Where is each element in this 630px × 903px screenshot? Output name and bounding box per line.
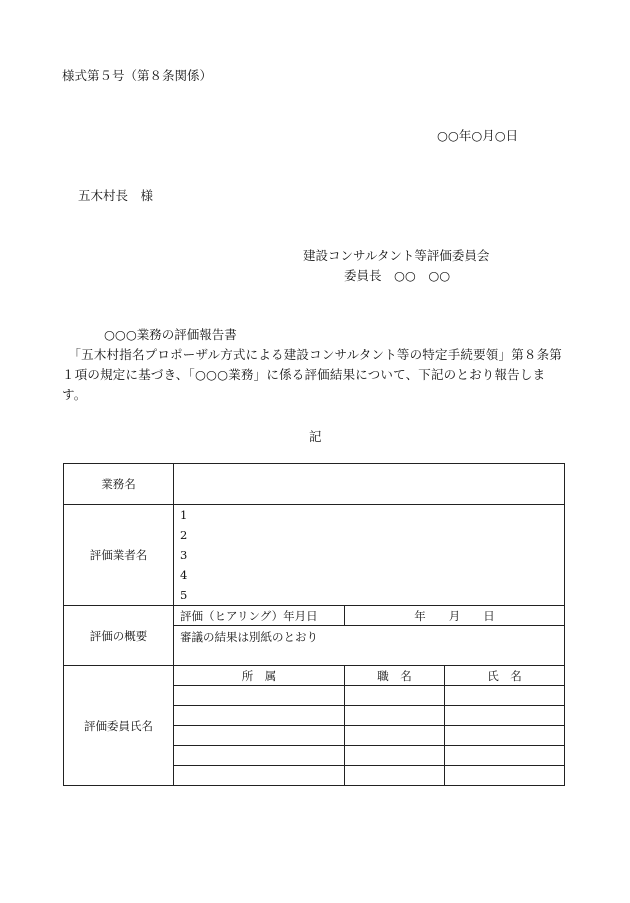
members-label: 評価委員氏名: [64, 666, 174, 786]
hearing-date-label: 評価（ヒアリング）年月日: [174, 606, 345, 626]
committee-chair: 委員長 ○○ ○○: [344, 268, 451, 283]
overview-label: 評価の概要: [64, 606, 174, 666]
company-number: 2: [180, 528, 188, 542]
form-number-label: 様式第５号（第８条関係）: [62, 68, 213, 83]
member-position: [345, 726, 445, 746]
company-number: 3: [180, 548, 188, 562]
overview-row: [64, 606, 565, 626]
position-header: 職 名: [345, 666, 445, 686]
business-name-row: [64, 464, 565, 505]
member-affiliation: [174, 686, 345, 706]
name-header: 氏 名: [445, 666, 565, 686]
ki-heading: 記: [309, 429, 322, 444]
report-date: ○○年○月○日: [437, 128, 519, 143]
member-affiliation: [174, 766, 345, 786]
member-position: [345, 746, 445, 766]
company-number: 4: [180, 568, 188, 582]
member-name: [445, 766, 565, 786]
affiliation-header: 所 属: [174, 666, 345, 686]
member-position: [345, 686, 445, 706]
member-affiliation: [174, 726, 345, 746]
evaluated-companies-label: 評価業者名: [64, 505, 174, 606]
hearing-date-value: 年 月 日: [345, 606, 565, 626]
deliberation-result: 審議の結果は別紙のとおり: [174, 626, 565, 666]
member-position: [345, 706, 445, 726]
committee-name: 建設コンサルタント等評価委員会: [303, 248, 490, 263]
member-name: [445, 726, 565, 746]
report-title: ○○○業務の評価報告書: [104, 327, 237, 342]
report-body: 「五木村指名プロポーザル方式による建設コンサルタント等の特定手続要領」第８条第１項の規定に基づき、「○○○業務」に係る評価結果について、下記のとおり報告します。: [62, 347, 563, 402]
evaluated-companies-list: [174, 505, 565, 606]
evaluated-companies-row: [64, 505, 565, 606]
member-name: [445, 686, 565, 706]
report-table: [63, 463, 565, 786]
addressee: 五木村長 様: [78, 188, 154, 203]
members-header-row: [64, 666, 565, 686]
member-affiliation: [174, 746, 345, 766]
member-position: [345, 766, 445, 786]
company-number: 1: [180, 508, 188, 522]
member-name: [445, 746, 565, 766]
business-name-label: 業務名: [64, 464, 174, 505]
business-name-value: [174, 464, 565, 505]
member-affiliation: [174, 706, 345, 726]
member-name: [445, 706, 565, 726]
company-number: 5: [180, 588, 188, 602]
